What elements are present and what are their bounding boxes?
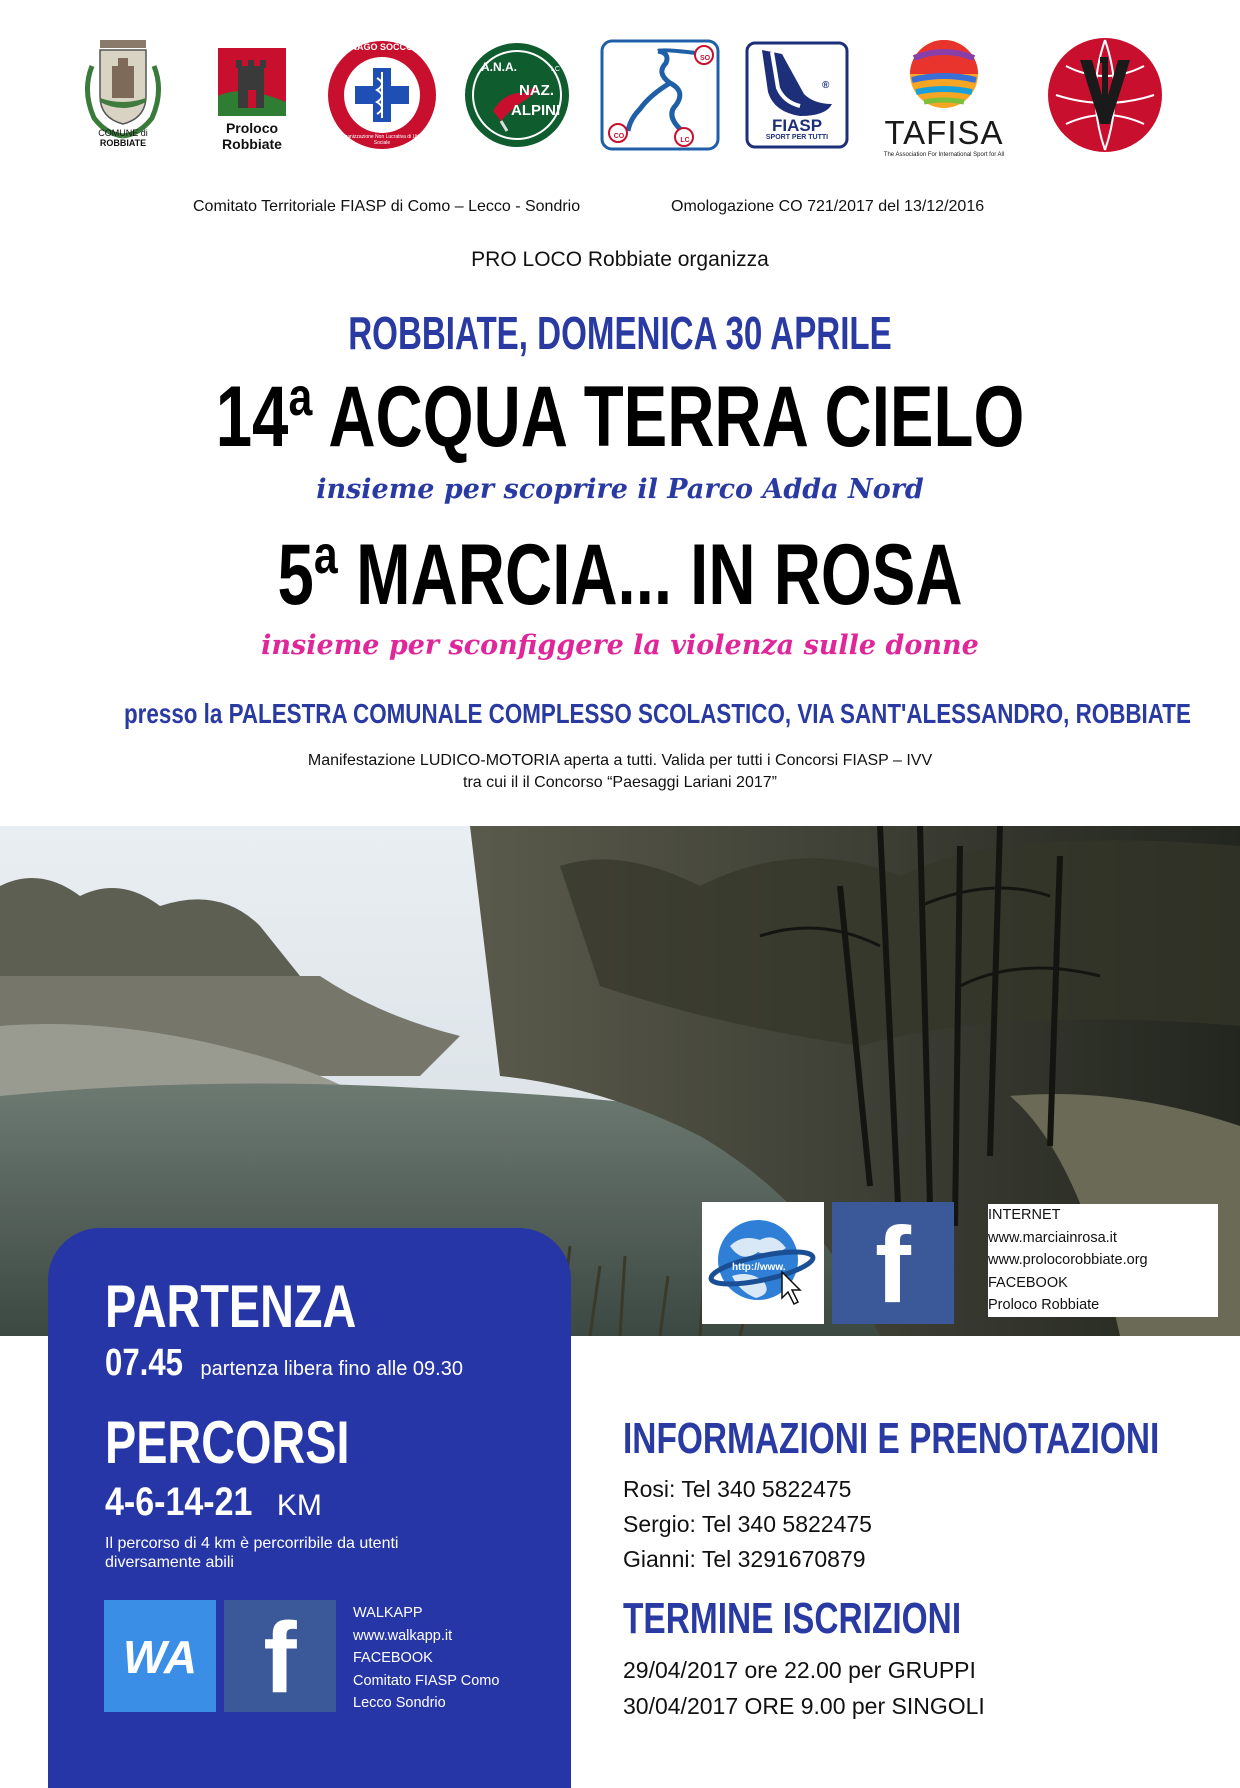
event-location: presso la PALESTRA COMUNALE COMPLESSO SCOLASTICO, VIA SANT'ALESSANDRO, ROBBIATE — [124, 698, 1191, 729]
omologazione-text: Omologazione CO 721/2017 del 13/12/2016 — [671, 198, 985, 215]
event-date-line: ROBBIATE, DOMENICA 30 APRILE — [348, 307, 892, 359]
comune-bottom-text: ROBBIATE — [99, 138, 147, 148]
comune-top-text: COMUNE di — [98, 128, 148, 138]
site-link-marciainrosa[interactable]: www.marciainrosa.it — [988, 1229, 1117, 1246]
partenza-time: 07.45 — [105, 1342, 183, 1384]
percorsi-label: PERCORSI — [105, 1409, 350, 1476]
facebook-glyph: f — [875, 1204, 911, 1325]
walkapp-facebook-glyph: f — [263, 1602, 297, 1714]
fiasp-logo — [744, 36, 850, 154]
proloco-robbiate-logo — [212, 36, 292, 154]
web-links-box — [988, 1204, 1218, 1317]
walkapp-logo — [104, 1600, 216, 1712]
site-link-prolocorobbiate[interactable]: www.prolocorobbiate.org — [988, 1252, 1148, 1268]
lakes-map-logo — [600, 36, 720, 154]
comune-robbiate-logo — [78, 36, 168, 154]
info-title: INFORMAZIONI E PRENOTAZIONI — [623, 1414, 1160, 1463]
deadline-groups: 29/04/2017 ore 22.00 per GRUPPI — [623, 1657, 976, 1683]
walkapp-facebook-label: FACEBOOK — [353, 1650, 433, 1666]
alpini-line1: A.N.A. — [481, 60, 517, 74]
tafisa-name: TAFISA — [884, 114, 1004, 151]
proloco-line1: Proloco — [225, 120, 279, 136]
event-title-2: 5ª MARCIA... IN ROSA — [277, 527, 963, 623]
partenza-label: PARTENZA — [105, 1273, 357, 1340]
alpini-line3: ALPINI — [511, 102, 561, 119]
facebook-label: FACEBOOK — [988, 1274, 1068, 1291]
map-lc: LC — [680, 137, 690, 144]
tafisa-logo — [866, 36, 1022, 158]
internet-label: INTERNET — [988, 1207, 1061, 1223]
contact-gianni: Gianni: Tel 3291670879 — [623, 1546, 866, 1572]
map-co: CO — [613, 133, 625, 140]
deadline-singles: 30/04/2017 ORE 9.00 per SINGOLI — [623, 1693, 985, 1719]
fiasp-name: FIASP — [771, 116, 823, 135]
busnago-sub-text: Organizzazione Non Lucrativa di Utilità Sociale — [338, 134, 426, 146]
busnago-soccorso-logo — [325, 36, 439, 154]
alpini-logo — [463, 36, 571, 154]
event-title-1: 14ª ACQUA TERRA CIELO — [215, 369, 1025, 465]
walkapp-facebook-icon — [224, 1600, 336, 1712]
globe-text: http://www. — [732, 1262, 786, 1273]
committee-text: Comitato Territoriale FIASP di Como – Lecco - Sondrio — [193, 198, 581, 215]
contact-sergio: Sergio: Tel 340 5822475 — [623, 1511, 872, 1537]
tafisa-sub: The Association For International Sport for All — [883, 152, 1005, 158]
percorsi-values: 4-6-14-21 — [105, 1480, 253, 1524]
fiasp-sub: SPORT PER TUTTI — [765, 134, 829, 141]
event-subtitle-2: insieme per sconfiggere la violenza sulle donne — [261, 630, 979, 661]
walkapp-label: WALKAPP — [353, 1605, 423, 1621]
fiasp-reg: ® — [822, 80, 830, 91]
percorsi-unit: KM — [276, 1489, 322, 1522]
percorsi-note-1: Il percorso di 4 km è percorribile da utenti — [105, 1535, 399, 1552]
internet-globe-icon — [702, 1202, 824, 1324]
organizer-text: PRO LOCO Robbiate organizza — [471, 248, 769, 271]
ivv-logo — [1046, 36, 1164, 154]
alpini-small: LC — [551, 66, 560, 73]
deadline-title: TERMINE ISCRIZIONI — [623, 1594, 962, 1643]
event-note-line1: Manifestazione LUDICO-MOTORIA aperta a tutti. Valida per tutti i Concorsi FIASP – IVV — [307, 752, 933, 769]
proloco-line2: Robbiate — [222, 136, 282, 152]
walkapp-site-link[interactable]: www.walkapp.it — [353, 1627, 453, 1644]
walkapp-facebook-page-1[interactable]: Comitato FIASP Como — [353, 1672, 500, 1689]
busnago-ring-text: BUSNAGO SOCCORSO — [331, 42, 433, 52]
alpini-line2: NAZ. — [519, 82, 554, 99]
facebook-icon — [832, 1202, 954, 1324]
event-subtitle-1: insieme per scoprire il Parco Adda Nord — [316, 474, 924, 505]
info-panel — [48, 1228, 571, 1788]
facebook-page-name[interactable]: Proloco Robbiate — [988, 1297, 1100, 1313]
contact-rosi: Rosi: Tel 340 5822475 — [623, 1476, 852, 1502]
percorsi-note-2: diversamente abili — [105, 1554, 234, 1571]
event-note-line2: tra cui il il Concorso “Paesaggi Lariani 2017” — [463, 774, 777, 791]
map-so: SO — [699, 55, 711, 62]
walkapp-logo-text: WA — [122, 1631, 198, 1683]
walkapp-facebook-page-2[interactable]: Lecco Sondrio — [353, 1695, 446, 1711]
partenza-note: partenza libera fino alle 09.30 — [200, 1358, 463, 1380]
